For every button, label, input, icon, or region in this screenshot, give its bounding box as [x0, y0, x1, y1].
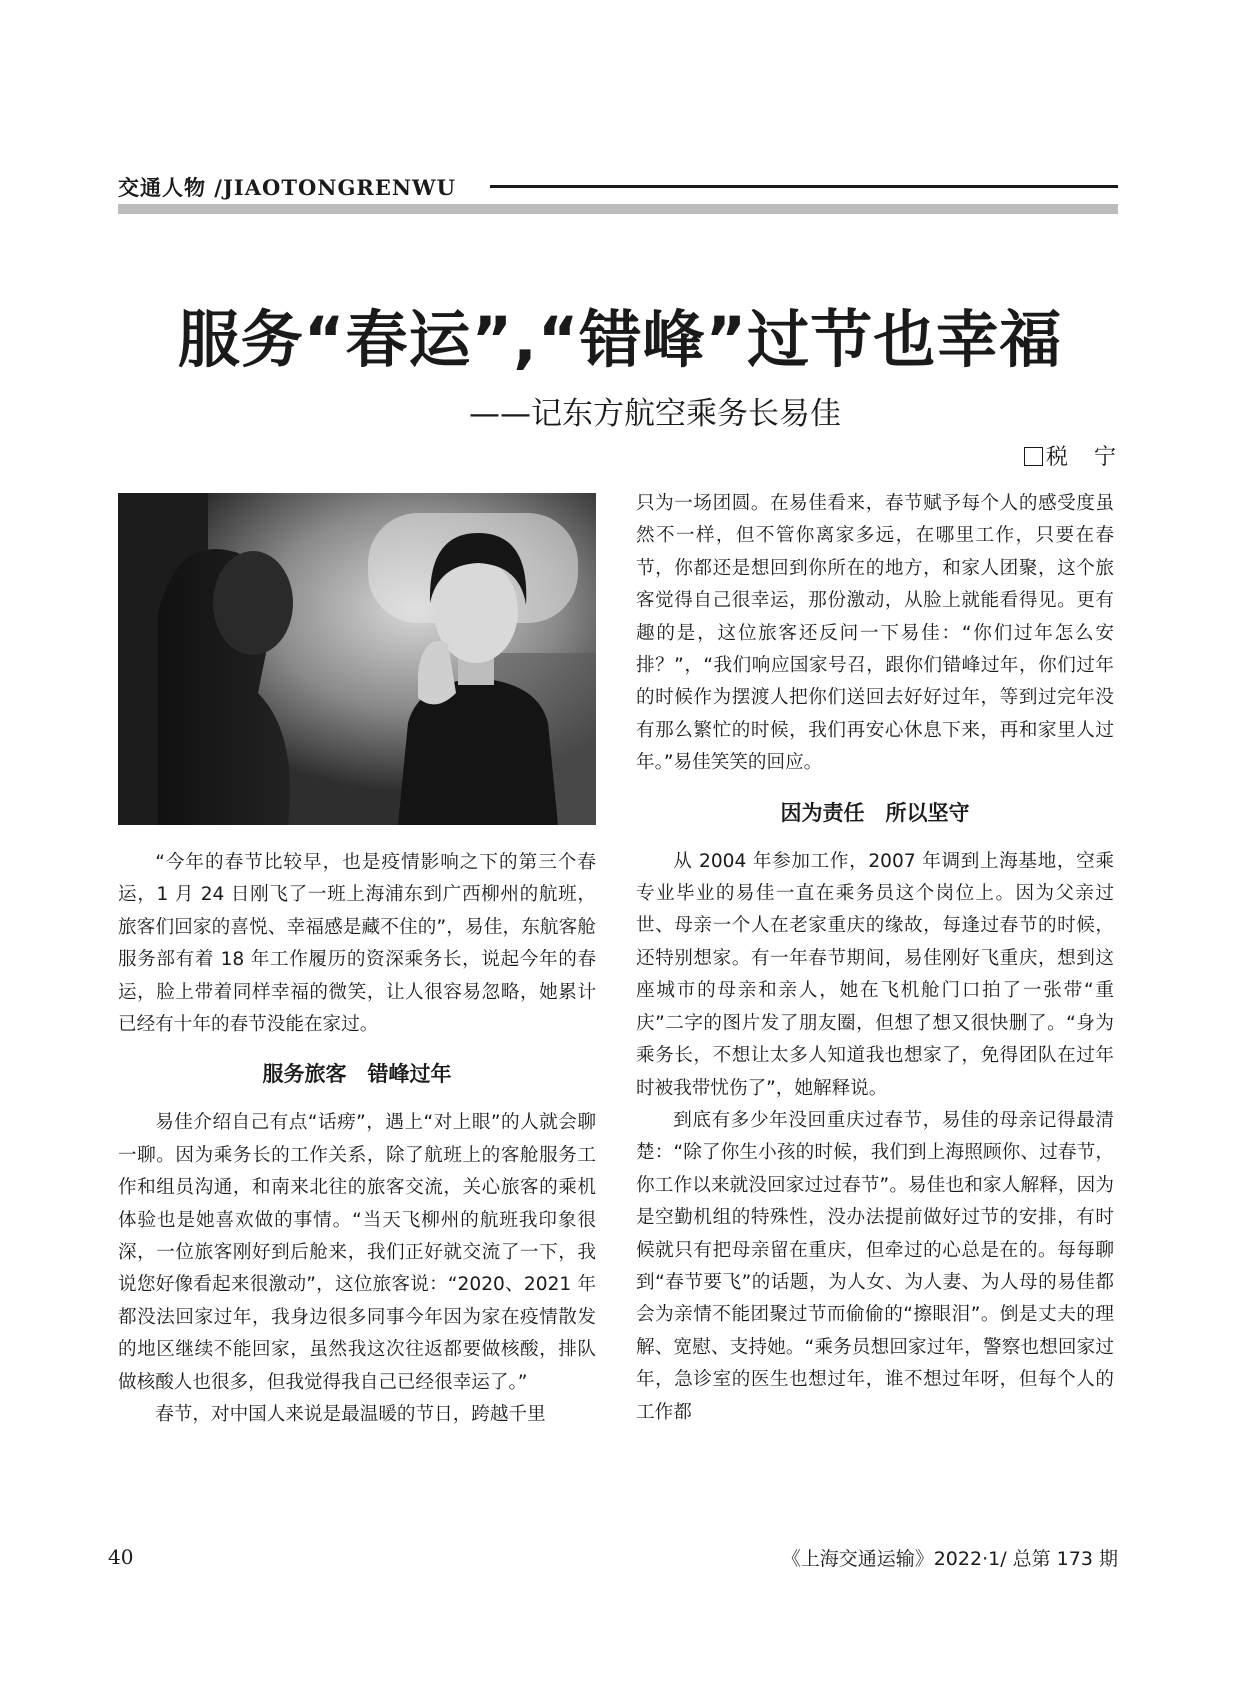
header-grey-band — [118, 204, 1118, 214]
article-title: 服务“春运”,“错峰”过节也幸福 — [177, 303, 1063, 376]
journal-info: 《上海交通运输》2022·1/ 总第 173 期 — [781, 1548, 1118, 1570]
paragraph-mother: 到底有多少年没回重庆过春节，易佳的母亲记得最清楚：“除了你生小孩的时候，我们到上海照顾你、过春节，你工作以来就没回家过过春节”。易佳也和家人解释，因为是空勤机组的特殊性，没办法提前做好过节的安排，有时候就只有把母亲留在重庆，但牵过的心总是在的。每每聊到“春节要飞”的话题，为人女、为人妻、为人母的易佳都会为亲情不能团聚过节而偷偷的“擦眼泪”。倒是丈夫的理解、宽慰、支持她。“乘务员想回家过年，警察也想回家过年，急诊室的医生也想过年，谁不想过年呀，但每个人的工作都 — [636, 1109, 1114, 1423]
paragraph-spring-festival: 春节，对中国人来说是最温暖的节日，跨越千里 — [155, 1404, 546, 1426]
subhead-responsibility: 因为责任 所以坚守 — [780, 800, 970, 825]
section-label: 交通人物 /JIAOTONGRENWU — [118, 175, 456, 200]
paragraph-reunion: 只为一场团圆。在易佳看来，春节赋予每个人的感受度虽然不一样，但不管你离家多远，在哪里工作，只要在春节，你都还是想回到你所在的地方，和家人团聚，这个旅客觉得自己很幸运，那份激动，从脸上就能看得见。更有趣的是，这位旅客还反问一下易佳：“你们过年怎么安排？”，“我们响应国家号召，跟你们错峰过年，你们过年的时候作为摆渡人把你们送回去好好过年，等到过完年没有那么繁忙的时候，我们再安心休息下来，再和家里人过年。”易佳笑笑的回应。 — [636, 493, 1114, 774]
byline-box-icon — [1024, 447, 1043, 466]
left-column — [118, 847, 596, 1432]
article-subtitle: ——记东方航空乘务长易佳 — [469, 396, 841, 432]
right-column — [636, 488, 1114, 1429]
intro-paragraph: “今年的春节比较早，也是疫情影响之下的第三个春运，1 月 24 日刚飞了一班上海浦东到广西柳州的航班，旅客们回家的喜悦、幸福感是藏不住的”，易佳，东航客舱服务部有着 18 年工作履历的资深乘务长，说起今年的春运，脸上带着同样幸福的微笑，让人很容易忽略，她累计已经有十年的春节没能在家过。 — [118, 852, 596, 1036]
subhead-service-passengers: 服务旅客 错峰过年 — [262, 1062, 452, 1087]
paragraph-career: 从 2004 年参加工作，2007 年调到上海基地，空乘专业毕业的易佳一直在乘务员这个岗位上。因为父亲过世、母亲一个人在老家重庆的缘故，每逢过春节的时候，还特别想家。有一年春节期间，易佳刚好飞重庆，想到这座城市的母亲和亲人，她在飞机舱门口拍了一张带“重庆”二字的图片发了朋友圈，但想了想又很快删了。“身为乘务长，不想让太多人知道我也想家了，免得团队在过年时被我带忧伤了”，她解释说。 — [636, 850, 1114, 1099]
page-number: 40 — [108, 1545, 134, 1569]
header-rule — [490, 185, 1118, 188]
author-name: 税 宁 — [1045, 445, 1118, 470]
paragraph-chatting: 易佳介绍自己有点“话痨”，遇上“对上眼”的人就会聊一聊。因为乘务长的工作关系，除了航班上的客舱服务工作和组员沟通，和南来北往的旅客交流，关心旅客的乘机体验也是她喜欢做的事情。“当天飞柳州的航班我印象很深，一位旅客刚好到后舱来，我们正好就交流了一下，我说您好像看起来很激动”，这位旅客说：“2020、2021 年都没法回家过年，我身边很多同事今年因为家在疫情散发的地区继续不能回家，虽然我这次往返都要做核酸，排队做核酸人也很多，但我觉得我自己已经很幸运了。” — [118, 1112, 596, 1393]
article-photo — [118, 493, 596, 825]
flight-attendant-photo — [118, 493, 596, 825]
byline — [1024, 440, 1118, 471]
section-header — [118, 168, 1118, 208]
